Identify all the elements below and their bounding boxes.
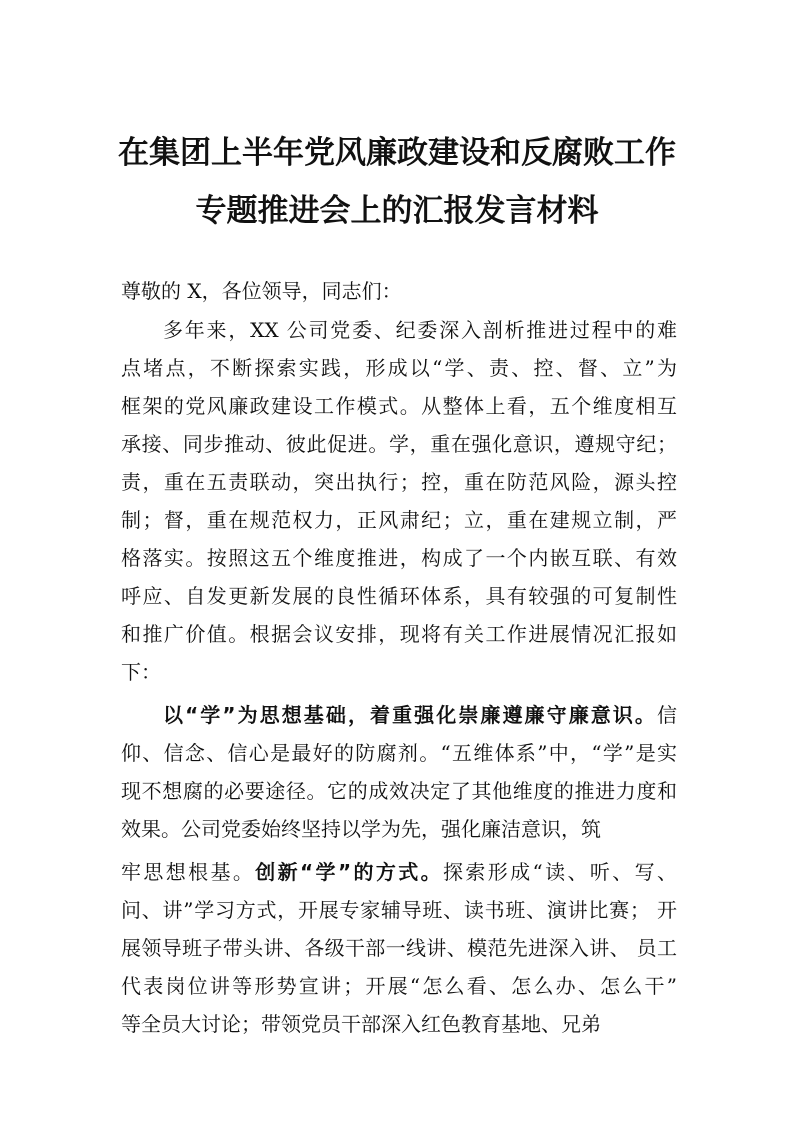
document-title-line-1: 在集团上半年党风廉政建设和反腐败工作 xyxy=(118,135,676,171)
paragraph-1-line-1: 多年来，XX 公司党委、纪委深入剖析推进过程中的难 xyxy=(163,318,677,342)
paragraph-2-line-2: 仰、信念、信心是最好的防腐剂。“五维体系”中，“学”是实 xyxy=(121,741,677,765)
paragraph-3-line-3: 展领导班子带头讲、各级干部一线讲、模范先进深入讲、 员工 xyxy=(121,936,677,960)
paragraph-1-line-9: 和推广价值。根据会议安排，现将有关工作进展情况汇报如 xyxy=(121,622,677,646)
paragraph-3-line-1-a: 牢思想根基。 xyxy=(121,860,256,884)
paragraph-1-line-5: 责，重在五责联动，突出执行；控，重在防范风险，源头控 xyxy=(121,470,677,494)
paragraph-1-line-2: 点堵点，不断探索实践，形成以“学、责、控、督、立”为 xyxy=(121,356,677,380)
paragraph-1-line-4: 承接、同步推动、彼此促进。学，重在强化意识，遵规守纪； xyxy=(121,432,677,456)
salutation: 尊敬的 X，各位领导，同志们： xyxy=(121,279,402,303)
paragraph-2-line-1-rest: 信 xyxy=(657,703,677,727)
paragraph-3-line-5: 等全员大讨论；带领党员干部深入红色教育基地、兄弟 xyxy=(121,1012,601,1036)
paragraph-3-line-2: 问、讲”学习方式，开展专家辅导班、读书班、演讲比赛； 开 xyxy=(121,898,677,922)
paragraph-2-line-4: 效果。公司党委始终坚持以学为先，强化廉洁意识，筑 xyxy=(121,817,601,841)
paragraph-1-line-10: 下： xyxy=(121,660,161,684)
paragraph-3-line-4: 代表岗位讲等形势宣讲；开展“怎么看、怎么办、怎么干” xyxy=(121,974,677,998)
paragraph-1-line-7: 格落实。按照这五个维度推进，构成了一个内嵌互联、有效 xyxy=(121,546,677,570)
section-heading-study: 以“学”为思想基础，着重强化崇廉遵廉守廉意识。 xyxy=(163,703,657,727)
subheading-innovate-study: 创新“学”的方式。 xyxy=(255,860,443,884)
paragraph-2-line-1 xyxy=(121,700,677,730)
paragraph-2-line-3: 现不想腐的必要途径。它的成效决定了其他维度的推进力度和 xyxy=(121,779,677,803)
paragraph-3-line-1 xyxy=(121,857,677,887)
document-title-line-2: 专题推进会上的汇报发言材料 xyxy=(195,193,599,229)
paragraph-1-line-6: 制；督，重在规范权力，正风肃纪；立，重在建规立制，严 xyxy=(121,508,677,532)
paragraph-1-line-3: 框架的党风廉政建设工作模式。从整体上看，五个维度相互 xyxy=(121,394,677,418)
paragraph-1-line-8: 呼应、自发更新发展的良性循环体系，具有较强的可复制性 xyxy=(121,584,677,608)
paragraph-3-line-1-b: 探索形成“读、听、写、 xyxy=(442,860,677,884)
